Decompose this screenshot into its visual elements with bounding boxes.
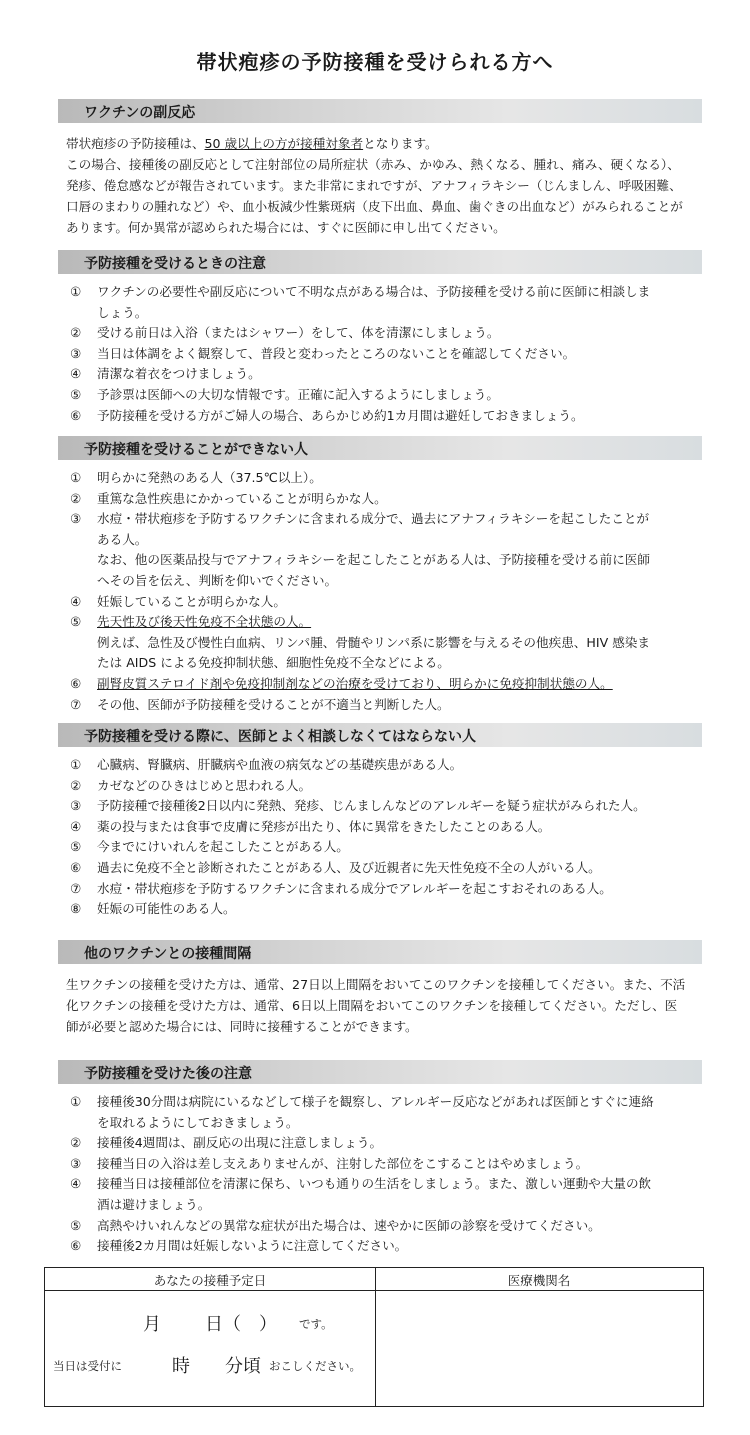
item-text: 清潔な着衣をつけましょう。 [97,366,261,382]
section-heading: 予防接種を受けることができない人 [84,442,308,458]
item-text: 薬の投与または食事で皮膚に発疹が出たり、体に異常をきたしたことのある人。 [97,818,551,834]
section-consult-doctor [0,723,750,920]
list-item [0,592,657,613]
item-text: 妊娠の可能性のある人。 [97,901,236,917]
item-number: ⑦ [70,696,82,712]
list-item [0,489,657,510]
item-text: 接種当日は接種部位を清潔に保ち、いつも通りの生活をしましょう。また、激しい運動や大量の飲酒は避けましょう。 [97,1176,652,1212]
list-item [0,282,657,323]
section-heading: 予防接種を受けるときの注意 [84,256,266,272]
item-number: ⑧ [70,901,82,917]
month-label: 月 [143,1314,161,1335]
list-item [0,364,657,385]
item-text: 明らかに発熱のある人（37.5℃以上）。 [97,470,322,485]
item-text: 先天性及び後天性免疫不全状態の人。 [97,614,312,630]
item-text: 高熱やけいれんなどの異常な症状が出た場合は、速やかに医師の診察を受けてください。 [97,1217,601,1233]
item-text: 接種当日の入浴は差し支えありませんが、注射した部位をこすることはやめましょう。 [97,1155,589,1171]
item-text: 予防接種を受ける方がご婦人の場合、あらかじめ約1カ月間は避妊しておきましょう。 [97,407,584,423]
item-text: 副腎皮質ステロイド剤や免疫抑制剤などの治療を受けており、明らかに免疫抑制状態の人。 [97,675,613,691]
list-item [0,1174,657,1215]
cannot-receive-list [0,468,750,715]
list-item [0,1216,657,1237]
item-note: 例えば、急性及び慢性白血病、リンパ腫、骨髄やリンパ系に影響を与えるその他疾患、HIV 感染または AIDS による免疫抑制状態、細胞性免疫不全などによる。 [97,634,650,671]
side-effects-text [66,133,686,238]
text-span: となります。 [363,136,438,151]
page-title: 帯状疱疹の予防接種を受けられる方へ [196,50,554,74]
list-item [0,344,657,365]
item-number: ⑥ [70,675,82,691]
item-number: ⑤ [70,839,82,855]
section-header [58,940,702,964]
list-item [0,879,657,900]
item-text: 接種後4週間は、副反応の出現に注意しましょう。 [97,1135,383,1151]
list-item [0,509,657,591]
section-heading: ワクチンの副反応 [84,105,196,121]
item-number: ② [70,1135,82,1151]
target-age-text: 50 歳以上の方が接種対象者 [204,136,364,151]
item-text: 接種後2カ月間は妊娠しないように注意してください。 [97,1238,408,1254]
item-number: ④ [70,1176,82,1192]
section-heading: 他のワクチンとの接種間隔 [84,946,252,962]
item-number: ③ [70,511,82,527]
appointment-table [44,1267,704,1407]
text-span: この場合、接種後の副反応として注射部位の局所症状（赤み、かゆみ、熱くなる、腫れ、痛み、硬くなる）、発疹、倦怠感などが報告されています。また非常にまれですが、アナフィラキシー（じんましん、呼吸困難、口唇のまわりの腫れなど）や、血小板減少性紫斑病（皮下出血、鼻血、歯ぐきの出血など）がみられることがあります。何か異常が認められた場合には、すぐに医師に申し出てください。 [66,157,683,235]
item-text: 当日は体調をよく観察して、普段と変わったところのないことを確認してください。 [97,345,576,361]
item-number: ② [70,325,82,341]
item-note: なお、他の医薬品投与でアナフィラキシーを起こしたことがある人は、予防接種を受ける前に医師へその旨を伝え、判断を仰いでください。 [97,552,650,588]
section-header [58,250,702,274]
section-precautions [0,250,750,426]
section-header [58,723,702,747]
consult-list [0,755,750,920]
item-number: ① [70,284,82,299]
desu-label: です。 [299,1317,333,1331]
after-care-list [0,1092,750,1257]
section-header [58,99,702,123]
list-item [0,406,657,427]
item-text: 予診票は医師への大切な情報です。正確に記入するようにしましょう。 [97,386,499,402]
section-cannot-receive [0,436,750,715]
list-item [0,858,657,879]
item-text: 水痘・帯状疱疹を予防するワクチンに含まれる成分で、過去にアナフィラキシーを起こしたことがある人。 [97,511,650,547]
item-number: ④ [70,593,82,609]
item-number: ⑥ [70,1238,82,1254]
list-item [0,674,657,695]
item-number: ⑤ [70,386,82,402]
item-number: ⑤ [70,614,82,630]
please-come-label: おこしください。 [269,1359,361,1373]
interval-text: 生ワクチンの接種を受けた方は、通常、27日以上間隔をおいてこのワクチンを接種してください。また、不活化ワクチンの接種を受けた方は、通常、6日以上間隔をおいてこのワクチンを接種してください。ただし、医師が必要と認めた場合には、同時に接種することができます。 [66,977,686,1034]
item-text: ワクチンの必要性や副反応について不明な点がある場合は、予防接種を受ける前に医師に相談しましょう。 [97,284,651,320]
list-item [0,612,657,674]
list-item [0,755,657,776]
section-header [58,436,702,460]
item-number: ④ [70,818,82,834]
section-heading: 予防接種を受ける際に、医師とよく相談しなくてはならない人 [84,729,476,745]
section-side-effects [0,99,750,238]
header-divider [45,1290,703,1291]
item-number: ① [70,757,82,772]
item-number: ⑥ [70,407,82,423]
section-header [58,1060,702,1084]
list-item [0,817,657,838]
day-label: 日（ ） [205,1314,277,1335]
item-text: 水痘・帯状疱疹を予防するワクチンに含まれる成分でアレルギーを起こすおそれのある人。 [97,880,612,896]
list-item [0,776,657,797]
item-text: 妊娠していることが明らかな人。 [97,593,286,609]
list-item [0,468,657,489]
list-item [0,385,657,406]
item-number: ⑥ [70,859,82,875]
item-number: ③ [70,798,82,814]
item-text: カゼなどのひきはじめと思われる人。 [97,777,312,793]
section-heading: 予防接種を受けた後の注意 [84,1066,252,1082]
list-item [0,1133,657,1154]
list-item [0,796,657,817]
list-item [0,1154,657,1175]
list-item [0,1092,657,1133]
list-item [0,837,657,858]
item-text: 重篤な急性疾患にかかっていることが明らかな人。 [97,490,387,506]
item-text: 受ける前日は入浴（またはシャワー）をして、体を清潔にしましょう。 [97,325,500,341]
minute-label: 分頃 [225,1356,261,1377]
item-number: ④ [70,366,82,382]
item-text: その他、医師が予防接種を受けることが不適当と判断した人。 [97,696,450,712]
item-number: ② [70,490,82,506]
item-text: 心臓病、腎臓病、肝臓病や血液の病気などの基礎疾患がある人。 [97,757,463,772]
item-number: ① [70,470,82,485]
item-number: ③ [70,345,82,361]
text-span: 帯状疱疹の予防接種は、 [66,136,205,151]
list-item [0,695,657,716]
item-number: ⑤ [70,1217,82,1233]
item-number: ③ [70,1155,82,1171]
clinic-name-header: 医療機関名 [507,1273,571,1288]
list-item [0,323,657,344]
precautions-list [0,282,750,426]
item-text: 予防接種で接種後2日以内に発熱、発疹、じんましんなどのアレルギーを疑う症状がみられた人。 [97,798,646,814]
reception-label: 当日は受付に [53,1359,122,1373]
hour-label: 時 [172,1356,190,1377]
appointment-date-header: あなたの接種予定日 [153,1273,267,1288]
item-text: 過去に免疫不全と診断されたことがある人、及び近親者に先天性免疫不全の人がいる人。 [97,859,601,875]
list-item [0,899,657,920]
item-number: ② [70,777,82,793]
section-after-vaccination [0,1060,750,1257]
list-item [0,1236,657,1257]
section-vaccine-interval [0,940,750,1037]
item-text: 接種後30分間は病院にいるなどして様子を観察し、アレルギー反応などがあれば医師とすぐに連絡を取れるようにしておきましょう。 [97,1094,654,1130]
item-text: 今までにけいれんを起こしたことがある人。 [97,839,349,855]
item-number: ⑦ [70,880,82,896]
item-number: ① [70,1094,82,1109]
